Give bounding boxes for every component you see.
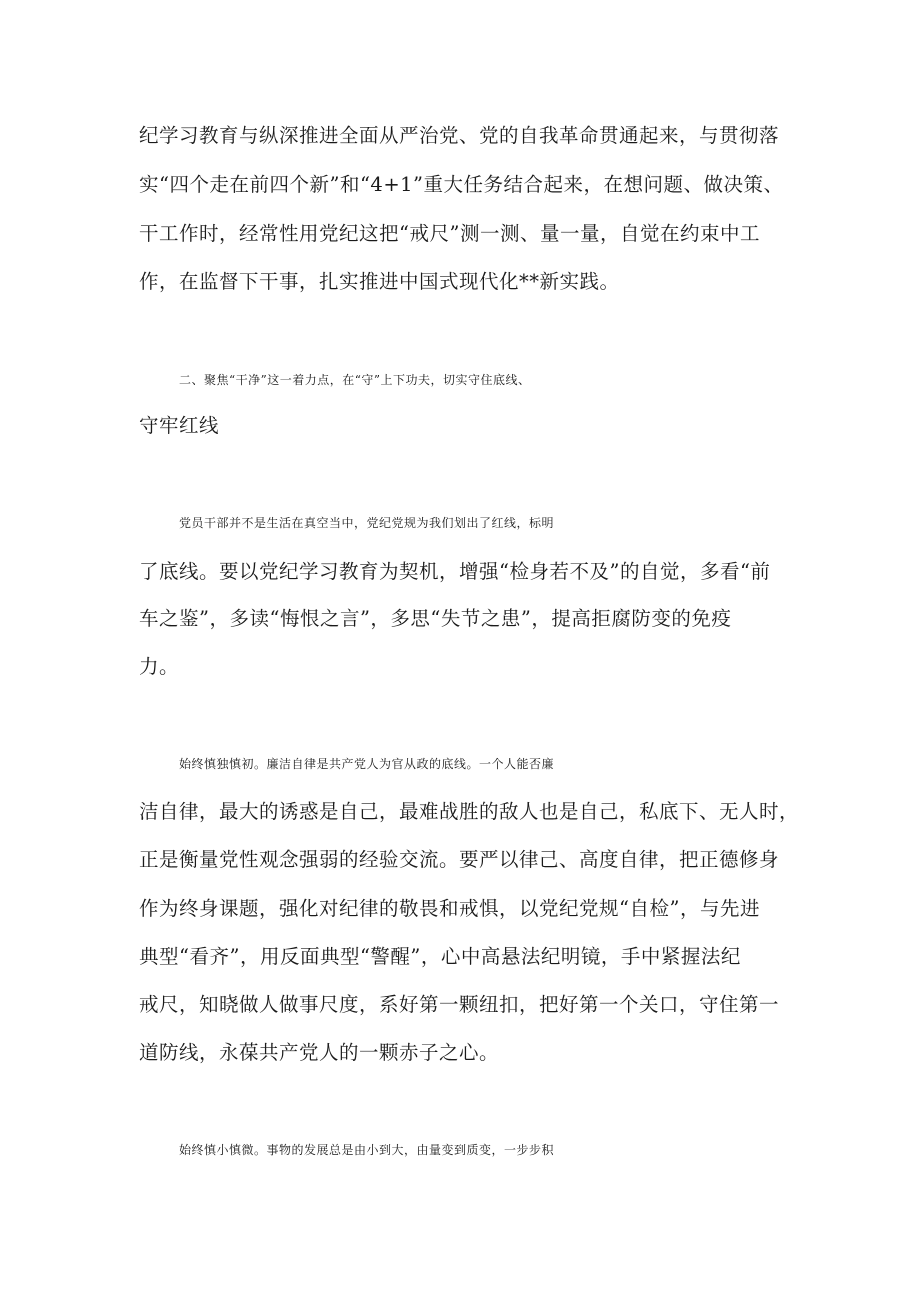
paragraph-line: 洁自律，最大的诱惑是自己，最难战胜的敌人也是自己，私底下、无人时， [139,800,800,823]
paragraph-line: 了底线。要以党纪学习教育为契机，增强“检身若不及”的自觉，多看“前 [139,560,771,583]
paragraph-line: 作，在监督下干事，扎实推进中国式现代化**新实践。 [139,270,620,293]
section-heading: 守牢红线 [139,414,220,437]
paragraph-line: 力。 [139,655,180,678]
paragraph-line: 干工作时，经常性用党纪这把“戒尺”测一测、量一量，自觉在约束中工 [139,222,760,245]
paragraph-line: 戒尺，知晓做人做事尺度，系好第一颗纽扣，把好第一个关口，守住第一 [139,993,780,1016]
paragraph-line: 典型“看齐”，用反面典型“警醒”，心中高悬法纪明镜，手中紧握法纪 [139,945,741,968]
paragraph-line: 实“四个走在前四个新”和“4+1”重大任务结合起来，在想问题、做决策、 [139,173,784,196]
paragraph-line: 作为终身课题，强化对纪律的敬畏和戒惧，以党纪党规“自检”，与先进 [139,897,760,920]
paragraph-line: 始终慎小慎微。事物的发展总是由小到大，由量变到质变，一步步积 [179,1143,555,1157]
paragraph-line: 党员干部并不是生活在真空当中，党纪党规为我们划出了红线，标明 [179,516,555,530]
paragraph-line: 道防线，永葆共产党人的一颗赤子之心。 [139,1041,500,1064]
paragraph-line: 始终慎独慎初。廉洁自律是共产党人为官从政的底线。一个人能否廉 [179,757,555,771]
paragraph-line: 纪学习教育与纵深推进全面从严治党、党的自我革命贯通起来，与贯彻落 [139,124,780,147]
section-heading: 二、聚焦“干净”这一着力点，在“守”上下功夫，切实守住底线、 [179,373,531,387]
paragraph-line: 正是衡量党性观念强弱的经验交流。要严以律己、高度自律，把正德修身 [139,848,780,871]
paragraph-line: 车之鉴”，多读“悔恨之言”，多思“失节之患”，提高拒腐防变的免疫 [139,607,732,630]
